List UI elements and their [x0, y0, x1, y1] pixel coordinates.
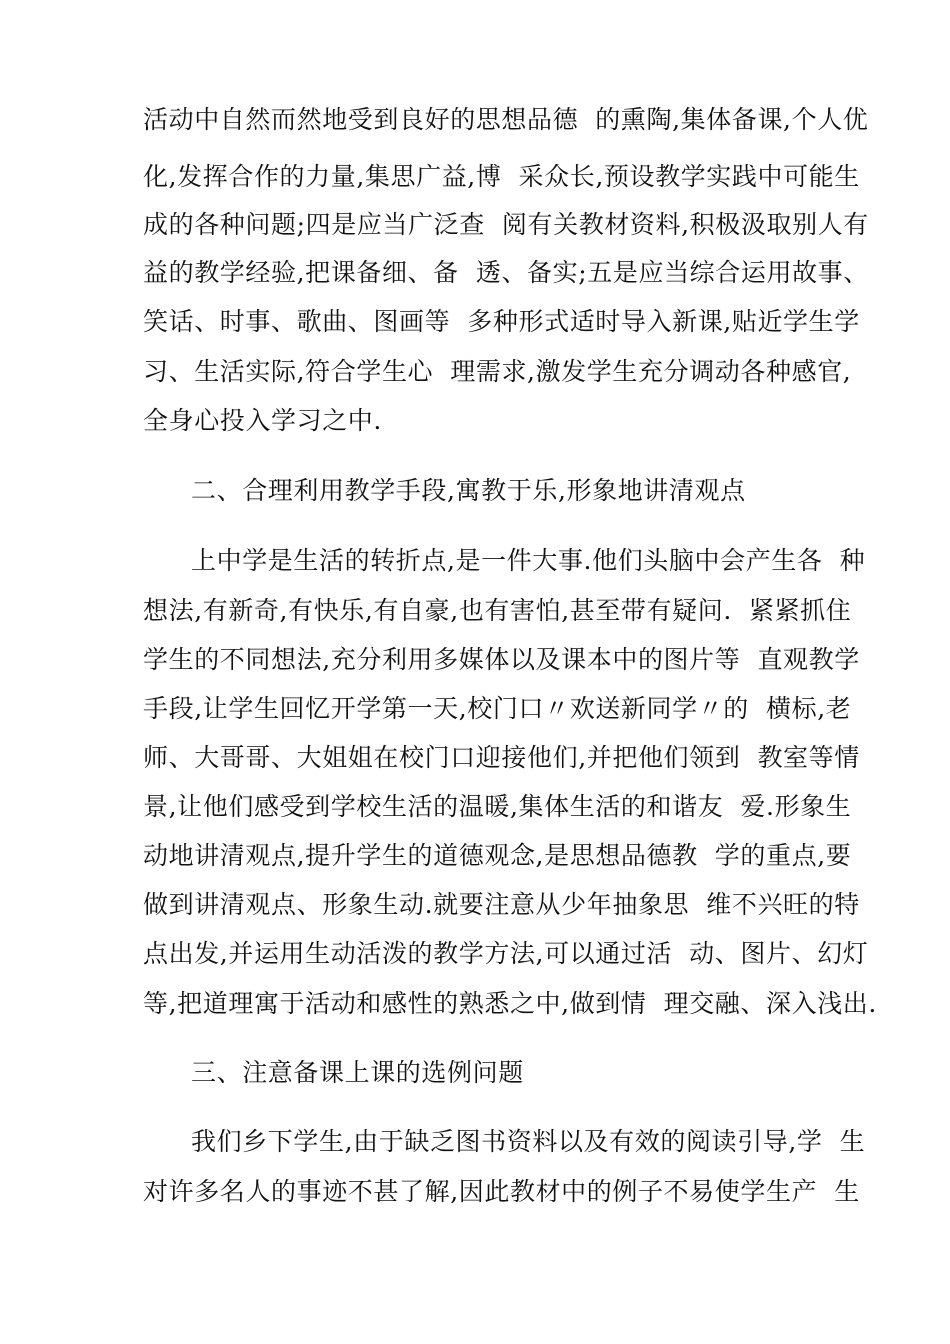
paragraph-1-line-5: 笑话、时事、歌曲、图画等 多种形式适时导入新课,贴近学生学 — [143, 307, 860, 336]
paragraph-2-line-6: 景,让他们感受到学校生活的温暖,集体生活的和谐友 爱.形象生 — [143, 792, 852, 821]
paragraph-3-line-1: 我们乡下学生,由于缺乏图书资料以及有效的阅读引导,学 生 — [191, 1127, 866, 1156]
paragraph-2-line-9: 点出发,并运用生动活泼的教学方法,可以通过活 动、图片、幻灯 — [143, 939, 869, 968]
paragraph-2-line-10: 等,把道理寓于活动和感性的熟悉之中,做到情 理交融、深入浅出. — [143, 989, 877, 1018]
paragraph-2-line-8: 做到讲清观点、形象生动.就要注意从少年抽象思 维不兴旺的特 — [143, 890, 860, 919]
paragraph-1-line-3: 成的各种问题;四是应当广泛查 阅有关教材资料,积极汲取别人有 — [143, 210, 869, 239]
paragraph-1-line-6: 习、生活实际,符合学生心 理需求,激发学生充分调动各种感官, — [143, 357, 852, 386]
section-heading-2: 二、合理利用教学手段,寓教于乐,形象地讲清观点 — [191, 476, 746, 505]
paragraph-1-line-2: 化,发挥合作的力量,集思广益,博 采众长,预设教学实践中可能生 — [143, 162, 860, 191]
paragraph-1-line-1: 活动中自然而然地受到良好的思想品德 的熏陶,集体备课,个人优 — [143, 105, 869, 134]
paragraph-2-line-5: 师、大哥哥、大姐姐在校门口迎接他们,并把他们领到 教室等情 — [143, 743, 860, 772]
paragraph-2-line-2: 想法,有新奇,有快乐,有自豪,也有害怕,甚至带有疑问. 紧紧抓住 — [143, 596, 852, 625]
section-heading-3: 三、注意备课上课的选例问题 — [191, 1058, 524, 1087]
paragraph-1-line-4: 益的教学经验,把课备细、备 透、备实;五是应当综合运用故事、 — [143, 258, 869, 287]
paragraph-2-line-4: 手段,让学生回忆开学第一天,校门口〃欢送新同学〃的 横标,老 — [143, 694, 852, 723]
paragraph-2-line-3: 学生的不同想法,充分利用多媒体以及课本中的图片等 直观教学 — [143, 645, 860, 674]
paragraph-2-line-1: 上中学是生活的转折点,是一件大事.他们头脑中会产生各 种 — [191, 546, 866, 575]
paragraph-1-line-7: 全身心投入学习之中. — [143, 406, 382, 435]
paragraph-2-line-7: 动地讲清观点,提升学生的道德观念,是思想品德教 学的重点,要 — [143, 841, 852, 870]
paragraph-3-line-2: 对许多名人的事迹不甚了解,因此教材中的例子不易使学生产 生 — [143, 1177, 860, 1206]
